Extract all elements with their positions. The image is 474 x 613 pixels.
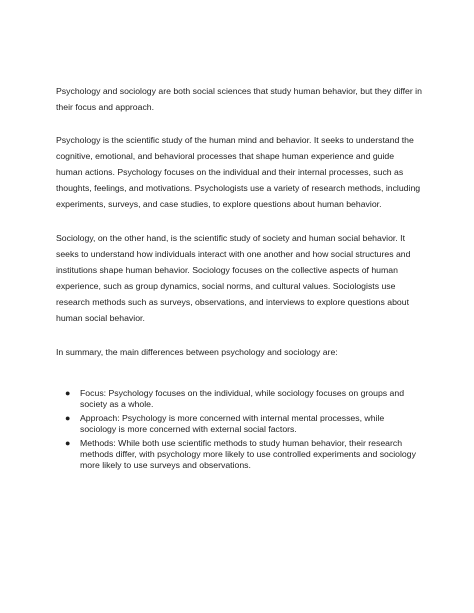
list-item [65, 413, 422, 435]
document-body [56, 83, 422, 474]
list-item-text: Approach: Psychology is more concerned with internal mental processes, while sociology is more concerned with external social factors. [80, 413, 385, 434]
list-item [65, 438, 422, 471]
sociology-paragraph: Sociology, on the other hand, is the scientific study of society and human social behavior. It seeks to understand how individuals interact with one another and how social structures and institutions shape human behavior. Sociology focuses on the collective aspects of human experience, such as group dynamics, social norms, and cultural values. Sociologists use research methods such as surveys, observations, and interviews to explore questions about human social behavior. [56, 233, 411, 323]
list-item [65, 388, 422, 410]
bullet-icon: ● [65, 413, 71, 423]
differences-list [56, 388, 422, 471]
list-item-text: Focus: Psychology focuses on the individual, while sociology focuses on groups and society as a whole. [80, 388, 405, 409]
summary-paragraph: In summary, the main differences between psychology and sociology are: [56, 347, 338, 357]
bullet-icon: ● [65, 438, 71, 448]
psychology-paragraph: Psychology is the scientific study of the human mind and behavior. It seeks to understand the cognitive, emotional, and behavioral processes that shape human experience and guide human actions. Psychology focuses on the individual and their internal processes, such as thoughts, feelings, and motivations. Psychologists use a variety of research methods, including experiments, surveys, and case studies, to explore questions about human behavior. [56, 135, 421, 209]
intro-paragraph: Psychology and sociology are both social sciences that study human behavior, but they differ in their focus and approach. [56, 86, 422, 112]
bullet-icon: ● [65, 388, 71, 398]
list-item-text: Methods: While both use scientific methods to study human behavior, their research methods differ, with psychology more likely to use controlled experiments and sociology more likely to use surveys and observations. [80, 438, 416, 470]
